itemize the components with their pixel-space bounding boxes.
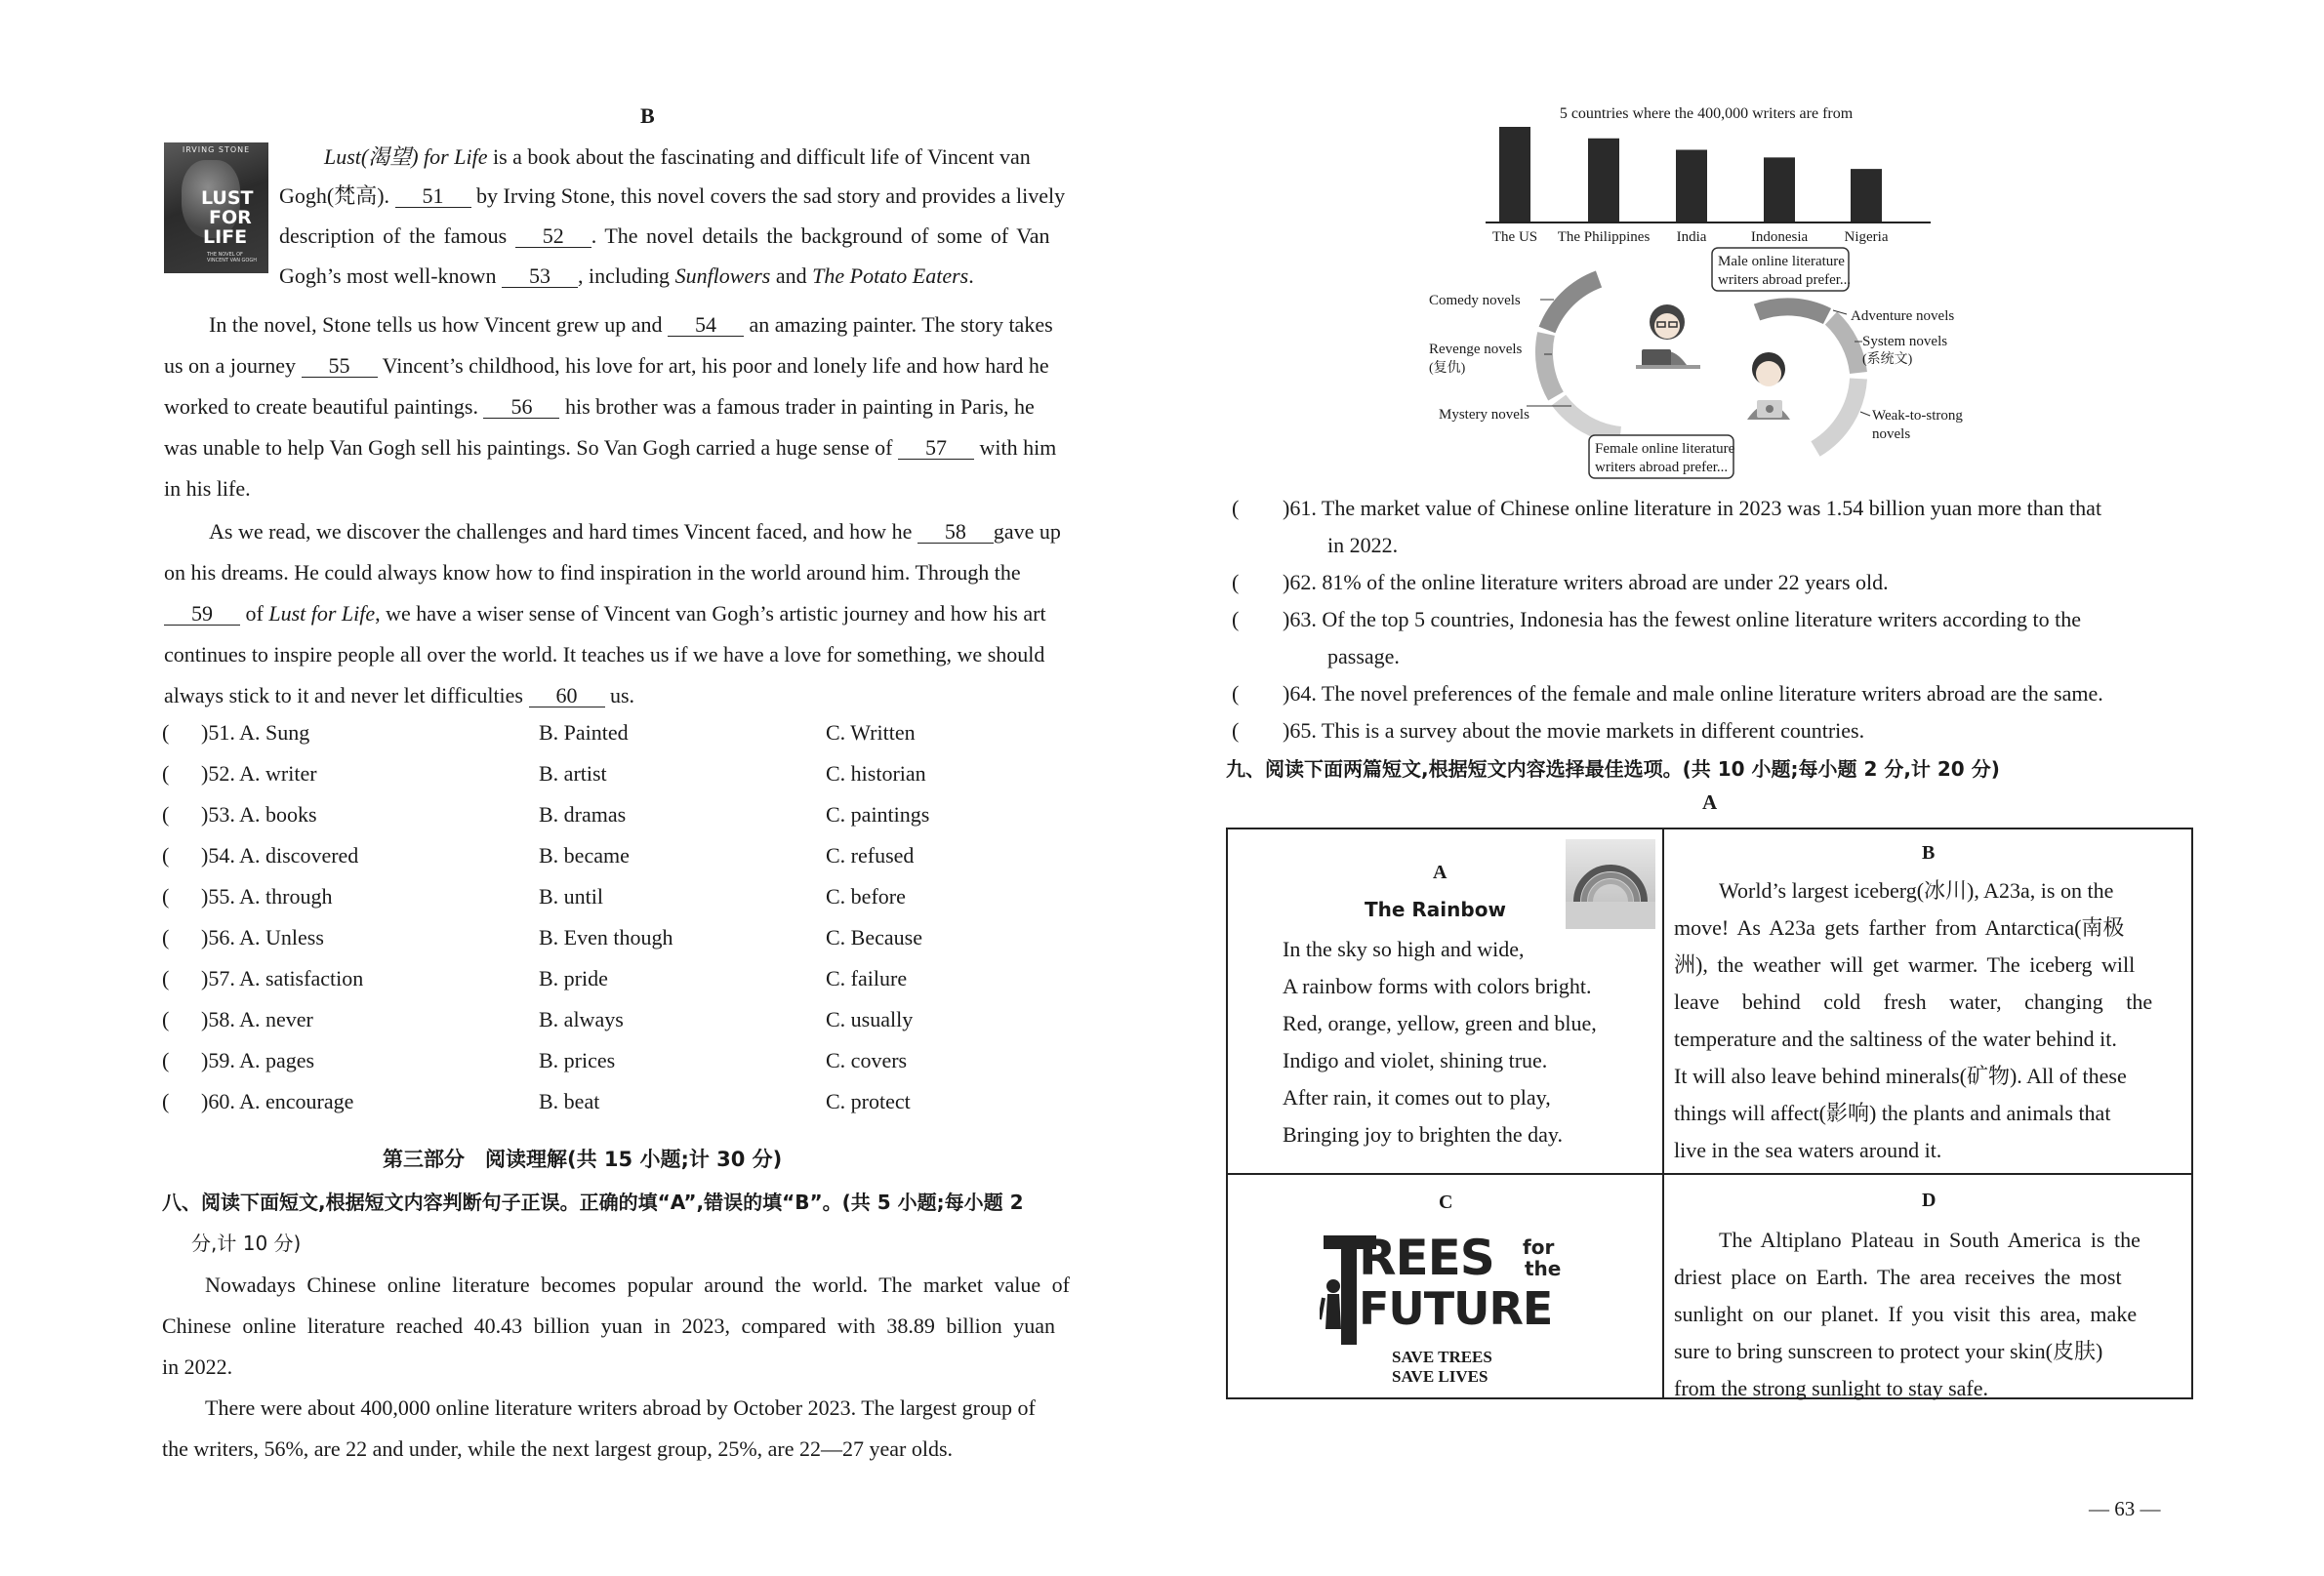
male-callout-text-2: writers abroad prefer... bbox=[1718, 272, 1852, 288]
cell-b-line: temperature and the saltiness of the water behind it. bbox=[1674, 1027, 2117, 1051]
logo-word-rees: REES bbox=[1359, 1230, 1494, 1286]
bar-india bbox=[1676, 150, 1707, 222]
cell-b-line: things will affect(影响) the plants and animals that bbox=[1674, 1101, 2111, 1125]
cell-b-line: It will also leave behind minerals(矿物). All of these bbox=[1674, 1064, 2127, 1088]
label-system-novels: System novels bbox=[1862, 334, 1948, 349]
option-a: )57. A. satisfaction bbox=[201, 966, 364, 990]
answer-paren[interactable]: ( bbox=[162, 720, 170, 745]
book-cover-title-1: LUST bbox=[201, 187, 254, 209]
answer-paren[interactable]: ( bbox=[162, 802, 170, 827]
blank-51[interactable]: 51 bbox=[395, 185, 471, 208]
poem-line: Bringing joy to brighten the day. bbox=[1283, 1122, 1563, 1147]
cell-b-line: live in the sea waters around it. bbox=[1674, 1138, 1942, 1162]
question-text: )65. This is a survey about the movie markets in different countries. bbox=[1283, 718, 1865, 743]
option-b: B. beat bbox=[539, 1089, 600, 1113]
line-text: us on a journey bbox=[164, 353, 302, 378]
x-tick-label: The US bbox=[1491, 229, 1538, 245]
male-arc-adventure bbox=[1757, 306, 1827, 316]
answer-paren[interactable]: ( bbox=[1232, 681, 1240, 706]
preferences-diagram bbox=[1425, 244, 2011, 483]
passage-line: Nowadays Chinese online literature becomes popular around the world. The market value of bbox=[205, 1273, 1070, 1297]
slogan-save-lives: SAVE LIVES bbox=[1392, 1367, 1488, 1386]
section8-instructions: 八、阅读下面短文,根据短文内容判断句子正误。正确的填“A”,错误的填“B”。(共 5 小题;每小题 2 bbox=[162, 1191, 1024, 1214]
painting-title: The Potato Eaters bbox=[812, 263, 969, 288]
leader-line bbox=[1860, 412, 1870, 416]
option-a: )56. A. Unless bbox=[201, 925, 324, 950]
line-text: , including bbox=[577, 263, 675, 288]
cell-b-letter: B bbox=[1922, 842, 1936, 864]
option-a: )55. A. through bbox=[201, 884, 333, 909]
option-b: B. until bbox=[539, 884, 604, 909]
label-weak-strong: Weak-to-strong bbox=[1872, 408, 1963, 424]
x-tick-label: India bbox=[1676, 229, 1707, 245]
poem-line: Indigo and violet, shining true. bbox=[1283, 1048, 1548, 1072]
passage-line: Chinese online literature reached 40.43 billion yuan in 2023, compared with 38.89 billion yuan bbox=[162, 1313, 1056, 1338]
writers-bar-chart bbox=[1464, 98, 1952, 254]
passage-b-line bbox=[279, 265, 974, 288]
male-writer-illustration bbox=[1747, 352, 1790, 420]
section9-instructions: 九、阅读下面两篇短文,根据短文内容选择最佳选项。(共 10 小题;每小题 2 分,计 20 分) bbox=[1226, 757, 2000, 781]
logo-word-the: the bbox=[1525, 1257, 1562, 1280]
option-a: )58. A. never bbox=[201, 1007, 313, 1031]
answer-paren[interactable]: ( bbox=[162, 1048, 170, 1072]
answer-paren[interactable]: ( bbox=[162, 925, 170, 950]
passage-b-line: in his life. bbox=[164, 476, 251, 501]
line-text: Gogh’s most well-known bbox=[279, 263, 502, 288]
label-revenge-cn: (复仇) bbox=[1429, 361, 1466, 376]
option-c: C. refused bbox=[826, 843, 915, 868]
poem-line: A rainbow forms with colors bright. bbox=[1283, 974, 1592, 998]
blank-52[interactable]: 52 bbox=[515, 225, 591, 248]
section9-letter-a: A bbox=[1702, 790, 1718, 814]
question-text: )63. Of the top 5 countries, Indonesia has the fewest online literature writers according to the bbox=[1283, 607, 2082, 631]
option-b: B. Even though bbox=[539, 925, 673, 950]
answer-paren[interactable]: ( bbox=[162, 884, 170, 909]
female-arc-revenge bbox=[1544, 334, 1556, 396]
option-c: C. protect bbox=[826, 1089, 911, 1113]
rainbow-image bbox=[1566, 839, 1655, 929]
passage-line: the writers, 56%, are 22 and under, while the next largest group, 25%, are 22—27 year olds. bbox=[162, 1436, 954, 1461]
line-text: description of the famous bbox=[279, 223, 515, 248]
option-a: )51. A. Sung bbox=[201, 720, 310, 745]
logo-word-for: for bbox=[1523, 1235, 1555, 1259]
cell-d-line: sunlight on our planet. If you visit this area, make bbox=[1674, 1302, 2138, 1326]
chart-title: 5 countries where the 400,000 writers are from bbox=[1559, 105, 1854, 122]
blank-54[interactable]: 54 bbox=[668, 314, 744, 337]
line-text: always stick to it and never let difficulties bbox=[164, 683, 529, 707]
label-revenge-novels: Revenge novels bbox=[1429, 342, 1523, 357]
line-text: an amazing painter. The story takes bbox=[743, 312, 1053, 337]
blank-53[interactable]: 53 bbox=[502, 265, 578, 288]
slogan-save-trees: SAVE TREES bbox=[1392, 1348, 1492, 1366]
male-arc-weak-strong bbox=[1815, 379, 1858, 449]
line-text: us. bbox=[604, 683, 635, 707]
blank-58[interactable]: 58 bbox=[917, 521, 994, 544]
question-text: )62. 81% of the online literature writers abroad are under 22 years old. bbox=[1283, 570, 1889, 594]
line-text: In the novel, Stone tells us how Vincent grew up and bbox=[209, 312, 668, 337]
line-text: his brother was a famous trader in painting in Paris, he bbox=[559, 394, 1035, 419]
book-cover-image bbox=[164, 142, 268, 273]
line-text: As we read, we discover the challenges and hard times Vincent faced, and how he bbox=[209, 519, 917, 544]
book-cover-title-3: LIFE bbox=[203, 226, 248, 248]
option-a: )60. A. encourage bbox=[201, 1089, 354, 1113]
answer-paren[interactable]: ( bbox=[162, 843, 170, 868]
answer-paren[interactable]: ( bbox=[1232, 496, 1240, 520]
passage-line: in 2022. bbox=[162, 1354, 233, 1379]
answer-paren[interactable]: ( bbox=[1232, 607, 1240, 631]
part3-title: 第三部分 阅读理解(共 15 小题;计 30 分) bbox=[383, 1148, 783, 1171]
x-tick-label: Indonesia bbox=[1750, 229, 1809, 245]
book-title-text: Lust for Life bbox=[268, 601, 376, 626]
label-mystery-novels: Mystery novels bbox=[1439, 407, 1529, 423]
answer-paren[interactable]: ( bbox=[162, 1007, 170, 1031]
cell-c bbox=[1228, 1175, 1662, 1397]
passage-b-line bbox=[279, 225, 1049, 248]
cell-a bbox=[1228, 829, 1662, 1173]
female-callout-text-2: writers abroad prefer... bbox=[1595, 460, 1729, 475]
label-weak-strong-2: novels bbox=[1872, 426, 1911, 442]
option-c: C. failure bbox=[826, 966, 908, 990]
cell-d-line: driest place on Earth. The area receives the most bbox=[1674, 1265, 2122, 1289]
passage-b-line bbox=[164, 685, 634, 707]
option-a: )52. A. writer bbox=[201, 761, 317, 786]
female-arc-comedy bbox=[1547, 279, 1599, 330]
bar-the-us bbox=[1499, 127, 1530, 222]
answer-paren[interactable]: ( bbox=[162, 761, 170, 786]
option-b: B. became bbox=[539, 843, 630, 868]
reading-grid bbox=[1226, 828, 2193, 1399]
line-text: by Irving Stone, this novel covers the sad story and provides a lively bbox=[470, 183, 1066, 208]
option-c: C. paintings bbox=[826, 802, 930, 827]
poem-title: The Rainbow bbox=[1365, 898, 1506, 921]
line-text: . The novel details the background of some of Van bbox=[591, 223, 1050, 248]
cell-b-line: World’s largest iceberg(冰川), A23a, is on the bbox=[1719, 878, 2114, 903]
male-callout-text-1: Male online literature bbox=[1718, 254, 1845, 269]
bar-nigeria bbox=[1851, 169, 1882, 222]
passage-b-line: continues to inspire people all over the world. It teaches us if we have a love for something, we should bbox=[164, 642, 1045, 667]
line-text: Gogh(梵高). bbox=[279, 183, 395, 208]
question-text-cont: in 2022. bbox=[1327, 533, 1399, 557]
answer-paren[interactable]: ( bbox=[1232, 718, 1240, 743]
answer-paren[interactable]: ( bbox=[1232, 570, 1240, 594]
passage-b-line bbox=[279, 185, 1065, 208]
option-c: C. usually bbox=[826, 1007, 914, 1031]
passage-b-line bbox=[164, 396, 1035, 419]
line-text: Vincent’s childhood, his love for art, his poor and lonely life and how hard he bbox=[377, 353, 1049, 378]
book-cover-subtitle: THE NOVEL OF VINCENT VAN GOGH bbox=[207, 252, 257, 263]
blank-59[interactable]: 59 bbox=[164, 603, 240, 626]
question-text: )64. The novel preferences of the female and male online literature writers abroad are the same. bbox=[1283, 681, 2103, 706]
cell-d-letter: D bbox=[1922, 1190, 1937, 1211]
x-tick-label: Nigeria bbox=[1844, 229, 1889, 245]
line-text: with him bbox=[973, 435, 1057, 460]
blank-57[interactable]: 57 bbox=[898, 437, 974, 460]
line-text: . bbox=[968, 263, 974, 288]
blank-60[interactable]: 60 bbox=[529, 685, 605, 707]
trees-for-the-future-logo bbox=[1320, 1230, 1583, 1347]
logo-word-future: FUTURE bbox=[1359, 1282, 1553, 1335]
option-c: C. historian bbox=[826, 761, 926, 786]
poem-line: In the sky so high and wide, bbox=[1283, 937, 1525, 961]
cell-d-line: sure to bring sunscreen to protect your skin(皮肤) bbox=[1674, 1339, 2103, 1363]
painting-title: Sunflowers bbox=[674, 263, 771, 288]
cell-d bbox=[1664, 1175, 2191, 1400]
passage-line: There were about 400,000 online literature writers abroad by October 2023. The largest group of bbox=[205, 1395, 1036, 1420]
book-cover-title-2: FOR bbox=[209, 207, 252, 228]
passage-b-line bbox=[209, 314, 1053, 337]
cell-a-letter: A bbox=[1433, 862, 1447, 883]
question-text: )61. The market value of Chinese online literature in 2023 was 1.54 billion yuan more than that bbox=[1283, 496, 2102, 520]
passage-b-line bbox=[164, 603, 1046, 626]
bar-indonesia bbox=[1764, 157, 1795, 222]
option-a: )59. A. pages bbox=[201, 1048, 315, 1072]
label-system-cn: (系统文) bbox=[1862, 352, 1913, 367]
female-arc-mystery bbox=[1559, 400, 1620, 435]
section-letter-b: B bbox=[640, 103, 655, 128]
blank-56[interactable]: 56 bbox=[483, 396, 559, 419]
passage-b-line bbox=[164, 355, 1049, 378]
line-text: was unable to help Van Gogh sell his paintings. So Van Gogh carried a huge sense of bbox=[164, 435, 898, 460]
option-b: B. dramas bbox=[539, 802, 627, 827]
option-b: B. prices bbox=[539, 1048, 616, 1072]
line-text: and bbox=[770, 263, 813, 288]
option-a: )54. A. discovered bbox=[201, 843, 359, 868]
option-a: )53. A. books bbox=[201, 802, 317, 827]
bar-the-philippines bbox=[1588, 139, 1619, 222]
answer-paren[interactable]: ( bbox=[162, 1089, 170, 1113]
option-b: B. pride bbox=[539, 966, 608, 990]
passage-b-line: on his dreams. He could always know how to find inspiration in the world around him. Through the bbox=[164, 560, 1021, 585]
male-arc-system bbox=[1831, 318, 1858, 373]
cell-b-line: 洲), the weather will get warmer. The iceberg will bbox=[1674, 952, 2136, 977]
label-comedy-novels: Comedy novels bbox=[1429, 293, 1521, 308]
option-c: C. Because bbox=[826, 925, 922, 950]
line-text: worked to create beautiful paintings. bbox=[164, 394, 484, 419]
question-text-cont: passage. bbox=[1327, 644, 1400, 668]
cell-b bbox=[1664, 829, 2191, 1173]
option-c: C. covers bbox=[826, 1048, 908, 1072]
passage-b-line bbox=[324, 146, 1031, 168]
cell-b-line: move! As A23a gets farther from Antarctica(南极 bbox=[1674, 915, 2125, 940]
line-text: of bbox=[240, 601, 269, 626]
line-text: , we have a wiser sense of Vincent van Gogh’s artistic journey and how his art bbox=[375, 601, 1046, 626]
option-b: B. Painted bbox=[539, 720, 629, 745]
book-title-text: Lust(渴望) for Life bbox=[324, 144, 488, 169]
x-tick-label: The Philippines bbox=[1557, 229, 1651, 245]
option-b: B. always bbox=[539, 1007, 624, 1031]
poem-line: Red, orange, yellow, green and blue, bbox=[1283, 1011, 1597, 1035]
cell-d-line: from the strong sunlight to stay safe. bbox=[1674, 1376, 1989, 1400]
label-adventure-novels: Adventure novels bbox=[1851, 308, 1955, 324]
leader-line bbox=[1833, 310, 1847, 314]
blank-55[interactable]: 55 bbox=[302, 355, 378, 378]
cell-c-letter: C bbox=[1439, 1192, 1453, 1213]
cell-d-line: The Altiplano Plateau in South America is the bbox=[1719, 1228, 2141, 1252]
section8-instructions-2: 分,计 10 分) bbox=[191, 1232, 302, 1255]
cell-b-line: leave behind cold fresh water, changing the bbox=[1674, 990, 2153, 1014]
option-c: C. before bbox=[826, 884, 906, 909]
female-writer-illustration bbox=[1636, 304, 1700, 369]
option-b: B. artist bbox=[539, 761, 607, 786]
line-text: gave up bbox=[993, 519, 1061, 544]
line-text: is a book about the fascinating and difficult life of Vincent van bbox=[487, 144, 1031, 169]
option-c: C. Written bbox=[826, 720, 916, 745]
book-cover-author: IRVING STONE bbox=[182, 145, 251, 154]
female-callout-text-1: Female online literature bbox=[1595, 441, 1735, 457]
page-number: — 63 — bbox=[2089, 1497, 2161, 1520]
answer-paren[interactable]: ( bbox=[162, 966, 170, 990]
passage-b-line bbox=[209, 521, 1061, 544]
passage-b-line bbox=[164, 437, 1056, 460]
poem-line: After rain, it comes out to play, bbox=[1283, 1085, 1551, 1110]
